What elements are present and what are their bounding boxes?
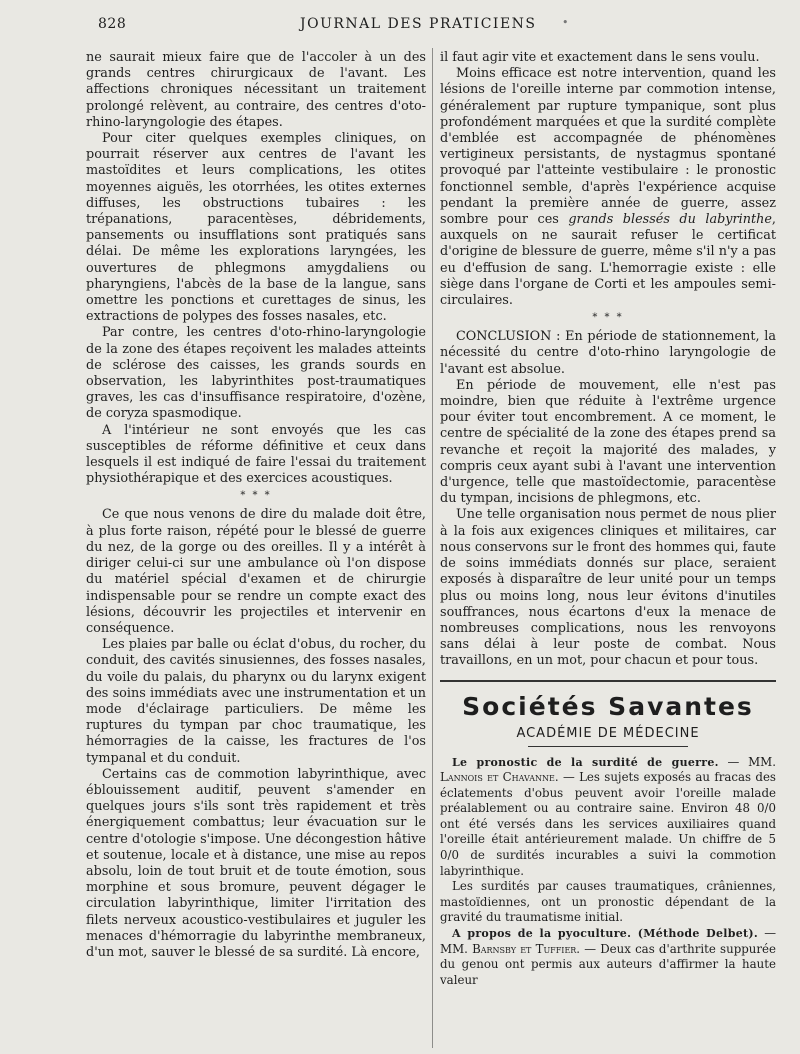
paragraph: Certains cas de commotion labyrinthique, avec éblouissement auditif, peuvent s'amender en quelques jours s'ils sont très rapidement et très énergiquement combattus; leur évacuation sur le centre d'otologie s'impose. Une décongestion hâtive et soutenue, locale et à distance, une mise au repos absolu, loin de tout bruit et de toute émotion, sous morphine et sous bromure, peuvent dégager le circulation labyrinthique, limiter l'irritation des filets nerveux acoustico-vestibulaires et juguler les menaces d'hémorragie du labyrinthe membraneux, d'un mot, sauver le blessé de sa surdité. Là encore, <box>86 766 426 960</box>
header-ornament: • <box>562 16 569 29</box>
paragraph: Les plaies par balle ou éclat d'obus, du rocher, du conduit, des cavités sinusiennes, des fosses nasales, du voile du palais, du pharynx ou du larynx exigent des soins immédiats avec une instrumentation et un mode d'éclairage particuliers. De même les ruptures du tympan par choc traumatique, les hémorragies de la caisse, les fractures de l'os tympanal et du conduit. <box>86 637 426 766</box>
section-title: Sociétés Savantes <box>462 691 754 721</box>
paragraph: Ce que nous venons de dire du malade doit être, à plus forte raison, répété pour le blessé de guerre du nez, de la gorge ou des oreilles. Il y a intérêt à diriger celui-ci sur une ambulance où l'on dispose du matériel spécial d'examen et de chirurgie indispensable pour se rendre un compte exact des lésions, découvrir les projectiles et intervenir en conséquence. <box>86 507 426 636</box>
report-entry <box>440 755 776 880</box>
report-text: — Les sujets exposés au fracas des éclatements d'obus peuvent avoir l'oreille malade préalablement ou au contraire saine. Environ 48 0/0 ont été versés dans les services auxiliaires quand l'oreille était antérieurement malade. Un chiffre de 5 0/0 de surdités incurables a suivi la commotion labyrinthique. <box>440 770 776 878</box>
asterism: * * * <box>592 312 624 324</box>
paragraph: il faut agir vite et exactement dans le sens voulu. <box>440 50 760 65</box>
right-column <box>440 50 776 988</box>
report-title: Le pronostic de la surdité de guerre. <box>452 755 719 769</box>
conclusion-paragraph: CONCLUSION : En période de stationnement, la nécessité du centre d'oto-rhino laryngologie de l'avant est absolue. <box>440 329 776 377</box>
asterism: * * * <box>240 490 272 502</box>
report-authors: — MM. Lannois et Chavanne. <box>440 754 776 785</box>
paragraph: Les surdités par causes traumatiques, crâniennes, mastoïdiennes, ont un pronostic dépendant de la gravité du traumatisme initial. <box>440 879 776 925</box>
paragraph: En période de mouvement, elle n'est pas moindre, bien que réduite à l'extrême urgence pour éviter tout encombrement. A ce moment, le centre de spécialité de la zone des étapes prend sa revanche et reçoit la majorité des malades, y compris ceux ayant subi à l'avant une intervention d'urgence, telle que mastoïdectomie, paracentèse du tympan, incisions de phlegmons, etc. <box>440 377 776 507</box>
italic-phrase: grands blessés du labyrinthe <box>568 212 772 228</box>
paragraph: Par contre, les centres d'oto-rhino-laryngologie de la zone des étapes reçoivent les malades atteints de sclérose des caisses, les grands sourds en observation, les labyrinthites post-traumatiques graves, les cas d'insuffisance respiratoire, d'ozène, de coryza spasmodique. <box>86 325 426 422</box>
report-text: — Deux cas d'arthrite suppurée du genou ont permis aux auteurs d'affirmer la haute valeur <box>440 941 776 987</box>
report-authors: — MM. Barnsby et Tuffier. <box>440 926 776 956</box>
paragraph: Une telle organisation nous permet de nous plier à la fois aux exigences cliniques et militaires, car nous conservons sur le front des hommes qui, faute de soins immédiats donnés sur place, seraient exposés à disparaître de leur unité pour un temps plus ou moins long, nous leur évitons d'inutiles souffrances, nous écartons d'eux la menace de nombreuses complications, nous les renvoyons sans délai à leur poste de combat. Nous travaillons, en un mot, pour chacun et pour tous. <box>440 507 776 669</box>
paragraph <box>440 66 776 309</box>
paragraph: ne saurait mieux faire que de l'accoler à un des grands centres chirurgicaux de l'avant. Les affections chroniques nécessitant un traitement prolongé relèvent, au contraire, des centres d'oto-rhino-laryngologie des étapes. <box>86 50 426 130</box>
subsection-underline <box>528 746 688 747</box>
page-header <box>0 12 800 36</box>
running-title: JOURNAL DES PRATICIENS <box>300 16 537 32</box>
report-title: A propos de la pyoculture. (Méthode Delbet). <box>452 927 759 941</box>
subsection-title: ACADÉMIE DE MÉDECINE <box>516 725 700 741</box>
page-number: 828 <box>98 16 127 32</box>
academy-reports <box>440 755 776 989</box>
left-column <box>86 50 426 961</box>
paragraph-text: Moins efficace est notre intervention, quand les lésions de l'oreille interne par commotion intense, généralement par rupture tympanique, sont plus profondément marquées et que la surdité complète d'emblée est accompagnée de phénomènes vertigineux persistants, de nystagmus spontané provoqué par l'atteinte vestibulaire : le pronostic fonctionnel semble, d'après l'expérience acquise pendant la première année de guerre, assez sombre pour ces <box>440 66 776 228</box>
paragraph: A l'intérieur ne sont envoyés que les cas susceptibles de réforme définitive et ceux dans lesquels il est indiqué de faire l'essai du traitement physiothérapique et des exercices acoustiques. <box>86 422 426 487</box>
section-rule <box>440 680 776 682</box>
column-divider <box>432 48 433 1048</box>
report-entry <box>440 926 776 988</box>
paragraph: Pour citer quelques exemples cliniques, on pourrait réserver aux centres de l'avant les mastoïdites et leurs complications, les otites moyennes aiguës, les otorrhées, les otites externes diffuses, les obstructions tubaires : les trépanations, paracentèses, débridements, pansements ou insufflations sont pratiqués sans délai. De même les explorations laryngées, les ouvertures de phlegmons amygdaliens ou pharyngiens, l'abcès de la base de la langue, sans omettre les ponctions et curettages de sinus, les extractions de polypes des fosses nasales, etc. <box>86 131 426 325</box>
paragraph-text: , auxquels on ne saurait refuser le certificat d'origine de blessure de guerre, même s'il n'y a pas eu d'effusion de sang. L'hemorragie existe : elle siège dans l'organe de Corti et les ampoules semi-circulaires. <box>440 212 776 309</box>
